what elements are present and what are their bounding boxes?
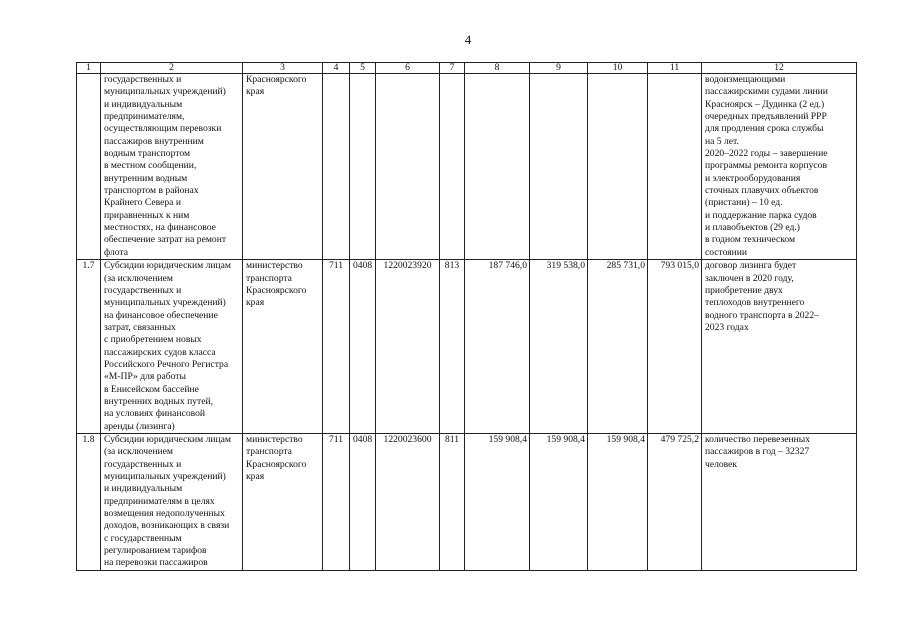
amount-total: 793 015,0 [648, 260, 702, 434]
header-cell: 9 [530, 63, 588, 74]
budget-table [76, 62, 857, 571]
measure-name: Субсидии юридическим лицам (за исключением государственных и муниципальных учреждений) на финансовое обеспечение затрат, связанных с приобретением новых пассажирских судов класса Российского Речного Регистра «М-ПР» для работы в Енисейском бассейне внутренних водных путей, на условиях финансовой аренды (лизинга) [101, 260, 243, 434]
table-row [77, 260, 857, 434]
header-cell: 11 [648, 63, 702, 74]
section-code: 0408 [350, 260, 376, 434]
executor: министерство транспорта Красноярского края [243, 260, 323, 434]
executor: Красноярского края [243, 74, 323, 260]
header-cell: 8 [465, 63, 530, 74]
amount-year-2 [530, 74, 588, 260]
grbs-code [323, 74, 350, 260]
target-article: 1220023920 [376, 260, 440, 434]
row-index: 1.7 [77, 260, 101, 434]
row-index: 1.8 [77, 433, 101, 570]
header-cell: 4 [323, 63, 350, 74]
header-cell: 10 [588, 63, 648, 74]
page-number: 4 [464, 32, 472, 47]
header-cell: 2 [101, 63, 243, 74]
expected-result: водоизмещающими пассажирскими судами линии Красноярск – Дудинка (2 ед.) очередных предъявлений РРР для продления срока службы на 5 лет. 2020–2022 годы – завершение программы ремонта корпусов и электрооборудования сточных плавучих объектов (пристани) – 10 ед. и поддержание парка судов и плавобъектов (29 ед.) в годном техническом состоянии [702, 74, 857, 260]
measure-name: государственных и муниципальных учреждений) и индивидуальным предпринимателям, осуществляющим перевозки пассажиров внутренним водным транспортом в местном сообщении, внутренним водным транспортом в районах Крайнего Севера и приравненных к ним местностях, на финансовое обеспечение затрат на ремонт флота [101, 74, 243, 260]
expense-type: 811 [440, 433, 465, 570]
amount-year-3: 159 908,4 [588, 433, 648, 570]
amount-year-3 [588, 74, 648, 260]
amount-year-1: 187 746,0 [465, 260, 530, 434]
header-cell: 6 [376, 63, 440, 74]
target-article: 1220023600 [376, 433, 440, 570]
amount-year-3: 285 731,0 [588, 260, 648, 434]
target-article [376, 74, 440, 260]
amount-year-2: 319 538,0 [530, 260, 588, 434]
table-row [77, 433, 857, 570]
header-cell: 5 [350, 63, 376, 74]
header-cell: 3 [243, 63, 323, 74]
header-cell: 12 [702, 63, 857, 74]
measure-name: Субсидии юридическим лицам (за исключением государственных и муниципальных учреждений) и индивидуальным предпринимателям в целях возмещения недополученных доходов, возникающих в связи с государственным регулированием тарифов на перевозки пассажиров [101, 433, 243, 570]
grbs-code: 711 [323, 260, 350, 434]
header-cell: 1 [77, 63, 101, 74]
table-header-row [77, 63, 857, 74]
executor: министерство транспорта Красноярского края [243, 433, 323, 570]
expense-type: 813 [440, 260, 465, 434]
section-code [350, 74, 376, 260]
expected-result: количество перевезенных пассажиров в год – 32327 человек [702, 433, 857, 570]
row-index [77, 74, 101, 260]
expense-type [440, 74, 465, 260]
amount-total: 479 725,2 [648, 433, 702, 570]
amount-year-1 [465, 74, 530, 260]
amount-total [648, 74, 702, 260]
section-code: 0408 [350, 433, 376, 570]
amount-year-2: 159 908,4 [530, 433, 588, 570]
expected-result: договор лизинга будет заключен в 2020 году, приобретение двух теплоходов внутреннего водного транспорта в 2022– 2023 годах [702, 260, 857, 434]
table-row [77, 74, 857, 260]
grbs-code: 711 [323, 433, 350, 570]
header-cell: 7 [440, 63, 465, 74]
amount-year-1: 159 908,4 [465, 433, 530, 570]
